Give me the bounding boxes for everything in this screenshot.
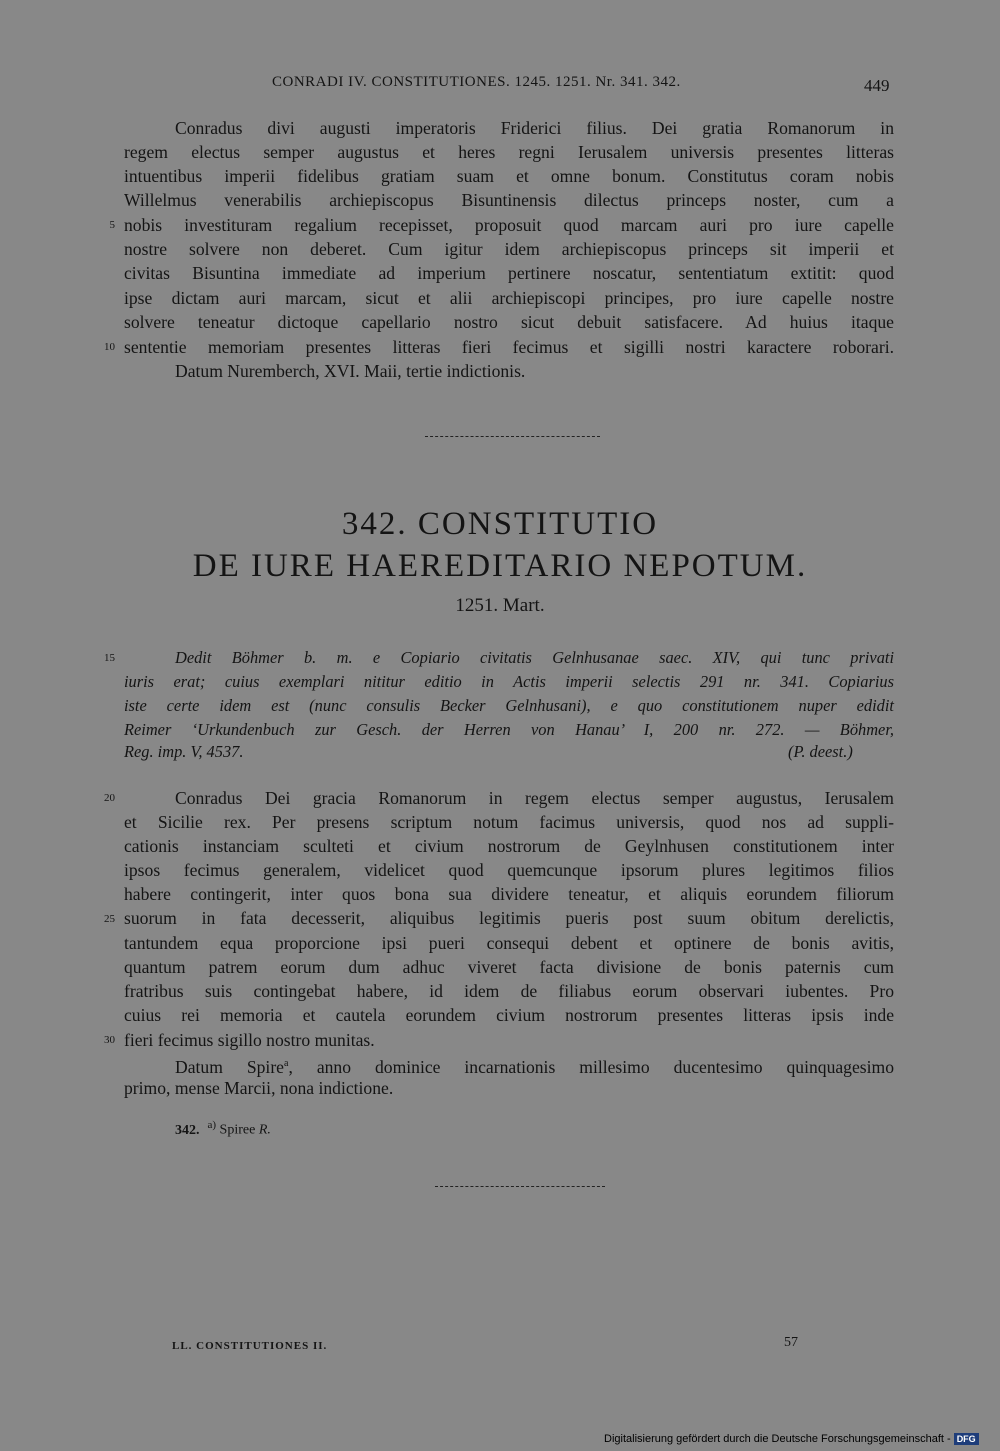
dfg-logo: DFG: [954, 1433, 979, 1445]
text-line: habere contingerit, inter quos bona sua dividere teneatur, et aliquis eorundem filiorum: [124, 884, 894, 904]
footnote-mark: a): [207, 1119, 217, 1131]
text-line: et Sicilie rex. Per presens scriptum notum facimus universis, quod nos ad suppli-: [124, 812, 894, 832]
doc-date: 1251. Mart.: [455, 595, 545, 616]
line-number: 30: [104, 1034, 115, 1046]
doc-heading-number: 342. CONSTITUTIO: [341, 506, 659, 542]
intro-line: iste certe idem est (nunc consulis Becker Gelnhusani), e quo constitutionem nuper edidit: [124, 696, 894, 715]
text-line: nostre solvere non deberet. Cum igitur idem archiepiscopus princeps sit imperii et: [124, 239, 894, 259]
text-line: intuentibus imperii fidelibus gratiam suam et omne bonum. Constitutus coram nobis: [124, 166, 894, 186]
footnote-text: Spiree: [219, 1122, 256, 1138]
text-line: fieri fecimus sigillo nostro munitas.: [124, 1030, 375, 1050]
section-divider: [425, 436, 600, 437]
footnote-source: R.: [258, 1122, 271, 1138]
text-line: cationis instanciam sculteti et civium nostrorum de Geylnhusen constitutionem inter: [124, 836, 894, 856]
page-number: 449: [864, 76, 890, 95]
footnote-marker: a: [284, 1058, 289, 1069]
text-line: Datum Nuremberch, XVI. Maii, tertie indictionis.: [175, 361, 526, 381]
footer-signature: 57: [784, 1335, 798, 1350]
text-line: civitas Bisuntina immediate ad imperium pertinere noscatur, sententiatum extitit: quod: [124, 263, 894, 283]
footnote-ref: 342.: [175, 1122, 200, 1138]
intro-line: Dedit Böhmer b. m. e Copiario civitatis Gelnhusanae saec. XIV, qui tunc privati: [175, 648, 894, 667]
running-head: CONRADI IV. CONSTITUTIONES. 1245. 1251. Nr. 341. 342.: [272, 74, 681, 90]
text-line: sententie memoriam presentes litteras fieri fecimus et sigilli nostri karactere roborari.: [124, 337, 894, 357]
datum-line: primo, mense Marcii, nona indictione.: [124, 1078, 394, 1098]
line-number: 10: [104, 341, 115, 353]
doc-heading-title: DE IURE HAEREDITARIO NEPOTUM.: [192, 548, 808, 584]
dfg-text: Digitalisierung gefördert durch die Deutsche Forschungsgemeinschaft -: [604, 1433, 951, 1445]
datum-line: [175, 1052, 894, 1077]
text-line: nobis investituram regalium recepisset, proposuit quod marcam auri pro iure capelle: [124, 215, 894, 235]
text-line: cuius rei memoria et cautela eorundem civium nostrorum presentes litteras ipsis inde: [124, 1005, 894, 1025]
text-line: tantundem equa proporcione ipsi pueri consequi debent et optinere de bonis avitis,: [124, 933, 894, 953]
text-line: Conradus Dei gracia Romanorum in regem electus semper augustus, Ierusalem: [175, 788, 894, 808]
text-line: fratribus suis contingebat habere, id idem de filiabus eorum observari iubentes. Pro: [124, 981, 894, 1001]
datum-rest: , anno dominice incarnationis millesimo ducentesimo quinquagesimo: [288, 1056, 895, 1077]
text-line: ipse dictam auri marcam, sicut et alii archiepiscopi principes, pro iure capelle nostre: [124, 288, 894, 308]
footer-series: LL. CONSTITUTIONES II.: [172, 1340, 328, 1352]
intro-line: Reimer ‘Urkundenbuch zur Gesch. der Herren von Hanau’ I, 200 nr. 272. — Böhmer,: [124, 720, 894, 739]
text-line: solvere teneatur dictoque capellario nostro sicut debuit satisfacere. Ad huius itaque: [124, 312, 894, 332]
text-line: Willelmus venerabilis archiepiscopus Bisuntinensis dilectus princeps noster, cum a: [124, 190, 894, 210]
line-number: 15: [104, 652, 115, 664]
text-line: Conradus divi augusti imperatoris Friderici filius. Dei gratia Romanorum in: [175, 118, 894, 138]
datum-place: Datum Spire: [175, 1056, 284, 1077]
text-line: suorum in fata decesserit, aliquibus legitimis pueris post suum obitum derelictis,: [124, 908, 894, 928]
footnote: [175, 1119, 271, 1139]
line-number: 20: [104, 792, 115, 804]
text-line: ipsos fecimus generalem, videlicet quod quemcunque ipsorum plures legitimos filios: [124, 860, 894, 880]
intro-line: iuris erat; cuius exemplari nititur editio in Actis imperii selectis 291 nr. 341. Copiarius: [124, 672, 894, 691]
intro-line-right: (P. deest.): [788, 742, 853, 761]
dfg-funding-note: [604, 1433, 979, 1445]
line-number: 5: [109, 219, 115, 231]
line-number: 25: [104, 913, 115, 925]
text-line: regem electus semper augustus et heres regni Ierusalem universis presentes litteras: [124, 142, 894, 162]
intro-line: Reg. imp. V, 4537.: [124, 742, 244, 761]
end-divider: [435, 1186, 605, 1187]
text-line: quantum patrem eorum dum adhuc viveret facta divisione de bonis paternis cum: [124, 957, 894, 977]
